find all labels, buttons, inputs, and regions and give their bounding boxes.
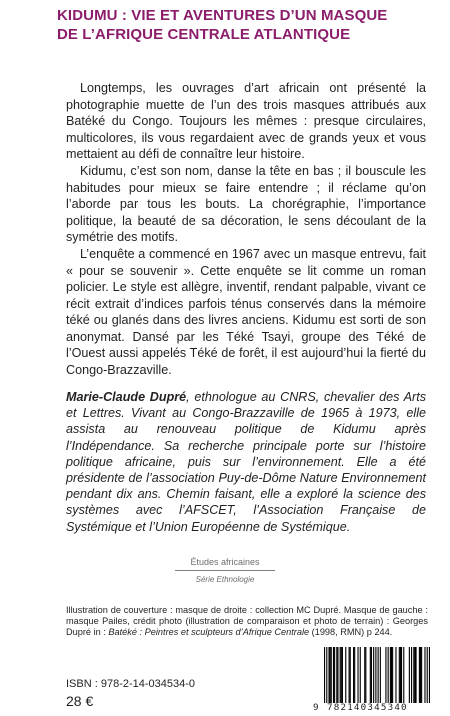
paragraph-2: Kidumu, c’est son nom, danse la tête en bas ; il bouscule les habitudes pour mieux se faire entendre ; il réclame qu’on l’aborde par tous les bouts. La chorégraphie, l’importance politique, la beauté de sa décoration, le sens découlant de la symétrie des motifs. xyxy=(66,164,426,244)
barcode-bar xyxy=(395,647,396,703)
barcode-bar xyxy=(324,647,325,703)
barcode-bar xyxy=(390,647,391,703)
barcode-bar xyxy=(388,647,389,703)
barcode-bar xyxy=(399,647,400,703)
barcode-bar xyxy=(330,647,331,703)
barcode-bar xyxy=(413,647,414,703)
credits-book-title: Batéké : Peintres et sculpteurs d’Afrique Centrale xyxy=(108,627,310,638)
series-subtitle: Série Ethnologie xyxy=(195,575,255,584)
credits-main: Illustration de couverture : masque de droite : collection MC Dupré. Masque de gauche : masque Pailes, crédit photo (illustration de comparaison et photo de terrain) : Georges Dupré in : xyxy=(66,605,428,638)
barcode-bars xyxy=(324,647,430,703)
barcode-bar xyxy=(375,647,376,703)
barcode-bar xyxy=(349,647,350,703)
barcode-bar xyxy=(364,647,365,703)
price: 28 € xyxy=(66,693,94,709)
barcode-bar xyxy=(429,647,430,703)
barcode-bar xyxy=(360,647,361,703)
credits-tail: (1998, RMN) p 244. xyxy=(309,627,393,638)
book-title-line-2: DE L’AFRIQUE CENTRALE ATLANTIQUE xyxy=(57,26,351,43)
barcode-bar xyxy=(354,647,355,703)
barcode-bar xyxy=(420,647,421,703)
barcode-bar xyxy=(414,647,415,703)
barcode-bar xyxy=(350,647,351,703)
barcode-bar xyxy=(427,647,428,703)
barcode-lead-digit: 9 xyxy=(313,702,319,713)
barcode-bar xyxy=(419,647,420,703)
barcode-bar xyxy=(331,647,332,703)
barcode-bar xyxy=(357,647,358,703)
barcode-bar xyxy=(326,647,327,703)
barcode-bar xyxy=(415,647,416,703)
barcode-bar xyxy=(409,647,410,703)
barcode-bar xyxy=(336,647,337,703)
barcode-bar xyxy=(345,647,346,703)
barcode-bar xyxy=(424,647,425,703)
barcode-bar xyxy=(334,647,335,703)
barcode xyxy=(312,647,432,713)
barcode-bar xyxy=(340,647,341,703)
barcode-bar xyxy=(403,647,404,703)
barcode-bar xyxy=(373,647,374,703)
barcode-bar xyxy=(342,647,343,703)
author-bio xyxy=(66,389,426,535)
book-title xyxy=(57,6,437,44)
barcode-bar xyxy=(401,647,402,703)
barcode-bar xyxy=(337,647,338,703)
barcode-bar xyxy=(421,647,422,703)
barcode-digits xyxy=(312,702,432,713)
barcode-bar xyxy=(392,647,393,703)
barcode-bar xyxy=(365,647,366,703)
barcode-bar xyxy=(328,647,329,703)
series-label xyxy=(175,557,275,584)
barcode-bar xyxy=(371,647,372,703)
barcode-bar xyxy=(378,647,379,703)
cover-credits xyxy=(66,605,428,639)
barcode-bar xyxy=(380,647,381,703)
barcode-bar xyxy=(370,647,371,703)
author-bio-text: , ethnologue au CNRS, chevalier des Arts et Lettres. Vivant au Congo-Brazzaville de 1965 à 1973, elle assista au renouveau politique de Kidumu après l’Indépendance. Sa recherche principale porte sur l’histoire politique africaine, puis sur l’environnement. Elle a été présidente de l’association Puy-de-Dôme Nature Environnement pendant dix ans. Chemin faisant, elle a exploré la science des systèmes avec l’AFSCET, l’Association Française de Systémique et l’Union Européenne de Systémique. xyxy=(66,390,427,534)
barcode-bar xyxy=(411,647,412,703)
series-name: Études africaines xyxy=(175,557,275,571)
paragraph-1: Longtemps, les ouvrages d’art africain ont présenté la photographie muette de l’un des trois masques attribués aux Batéké du Congo. Toujours les mêmes : presque circulaires, multicolores, ils vous regardaient avec de grands yeux et vous mettaient au défi de connaître leur histoire. xyxy=(66,81,426,161)
isbn: ISBN : 978-2-14-034534-0 xyxy=(66,678,196,690)
barcode-bar xyxy=(341,647,342,703)
barcode-bar xyxy=(400,647,401,703)
barcode-bar xyxy=(353,647,354,703)
paragraph-3: L’enquête a commencé en 1967 avec un masque entrevu, fait « pour se souvenir ». Cette enquête se lit comme un roman policier. Le style est allègre, inventif, rendant palpable, vivant ce récit extrait d’indices parfois ténus conservés dans la mémoire téké ou glanés dans des livres anciens. Kidumu est sorti de son anonymat. Dansé par les Téké Tsayi, groupe des Téké de l’Ouest aussi appelés Téké de forêt, il est aujourd’hui la fierté du Congo-Brazzaville. xyxy=(66,247,426,377)
barcode-bar xyxy=(385,647,386,703)
barcode-bar xyxy=(391,647,392,703)
barcode-bar xyxy=(333,647,334,703)
author-name: Marie-Claude Dupré xyxy=(66,390,187,404)
book-title-line-1: KIDUMU : VIE ET AVENTURES D’UN MASQUE xyxy=(57,7,388,24)
barcode-number: 782140345340 xyxy=(327,702,408,713)
